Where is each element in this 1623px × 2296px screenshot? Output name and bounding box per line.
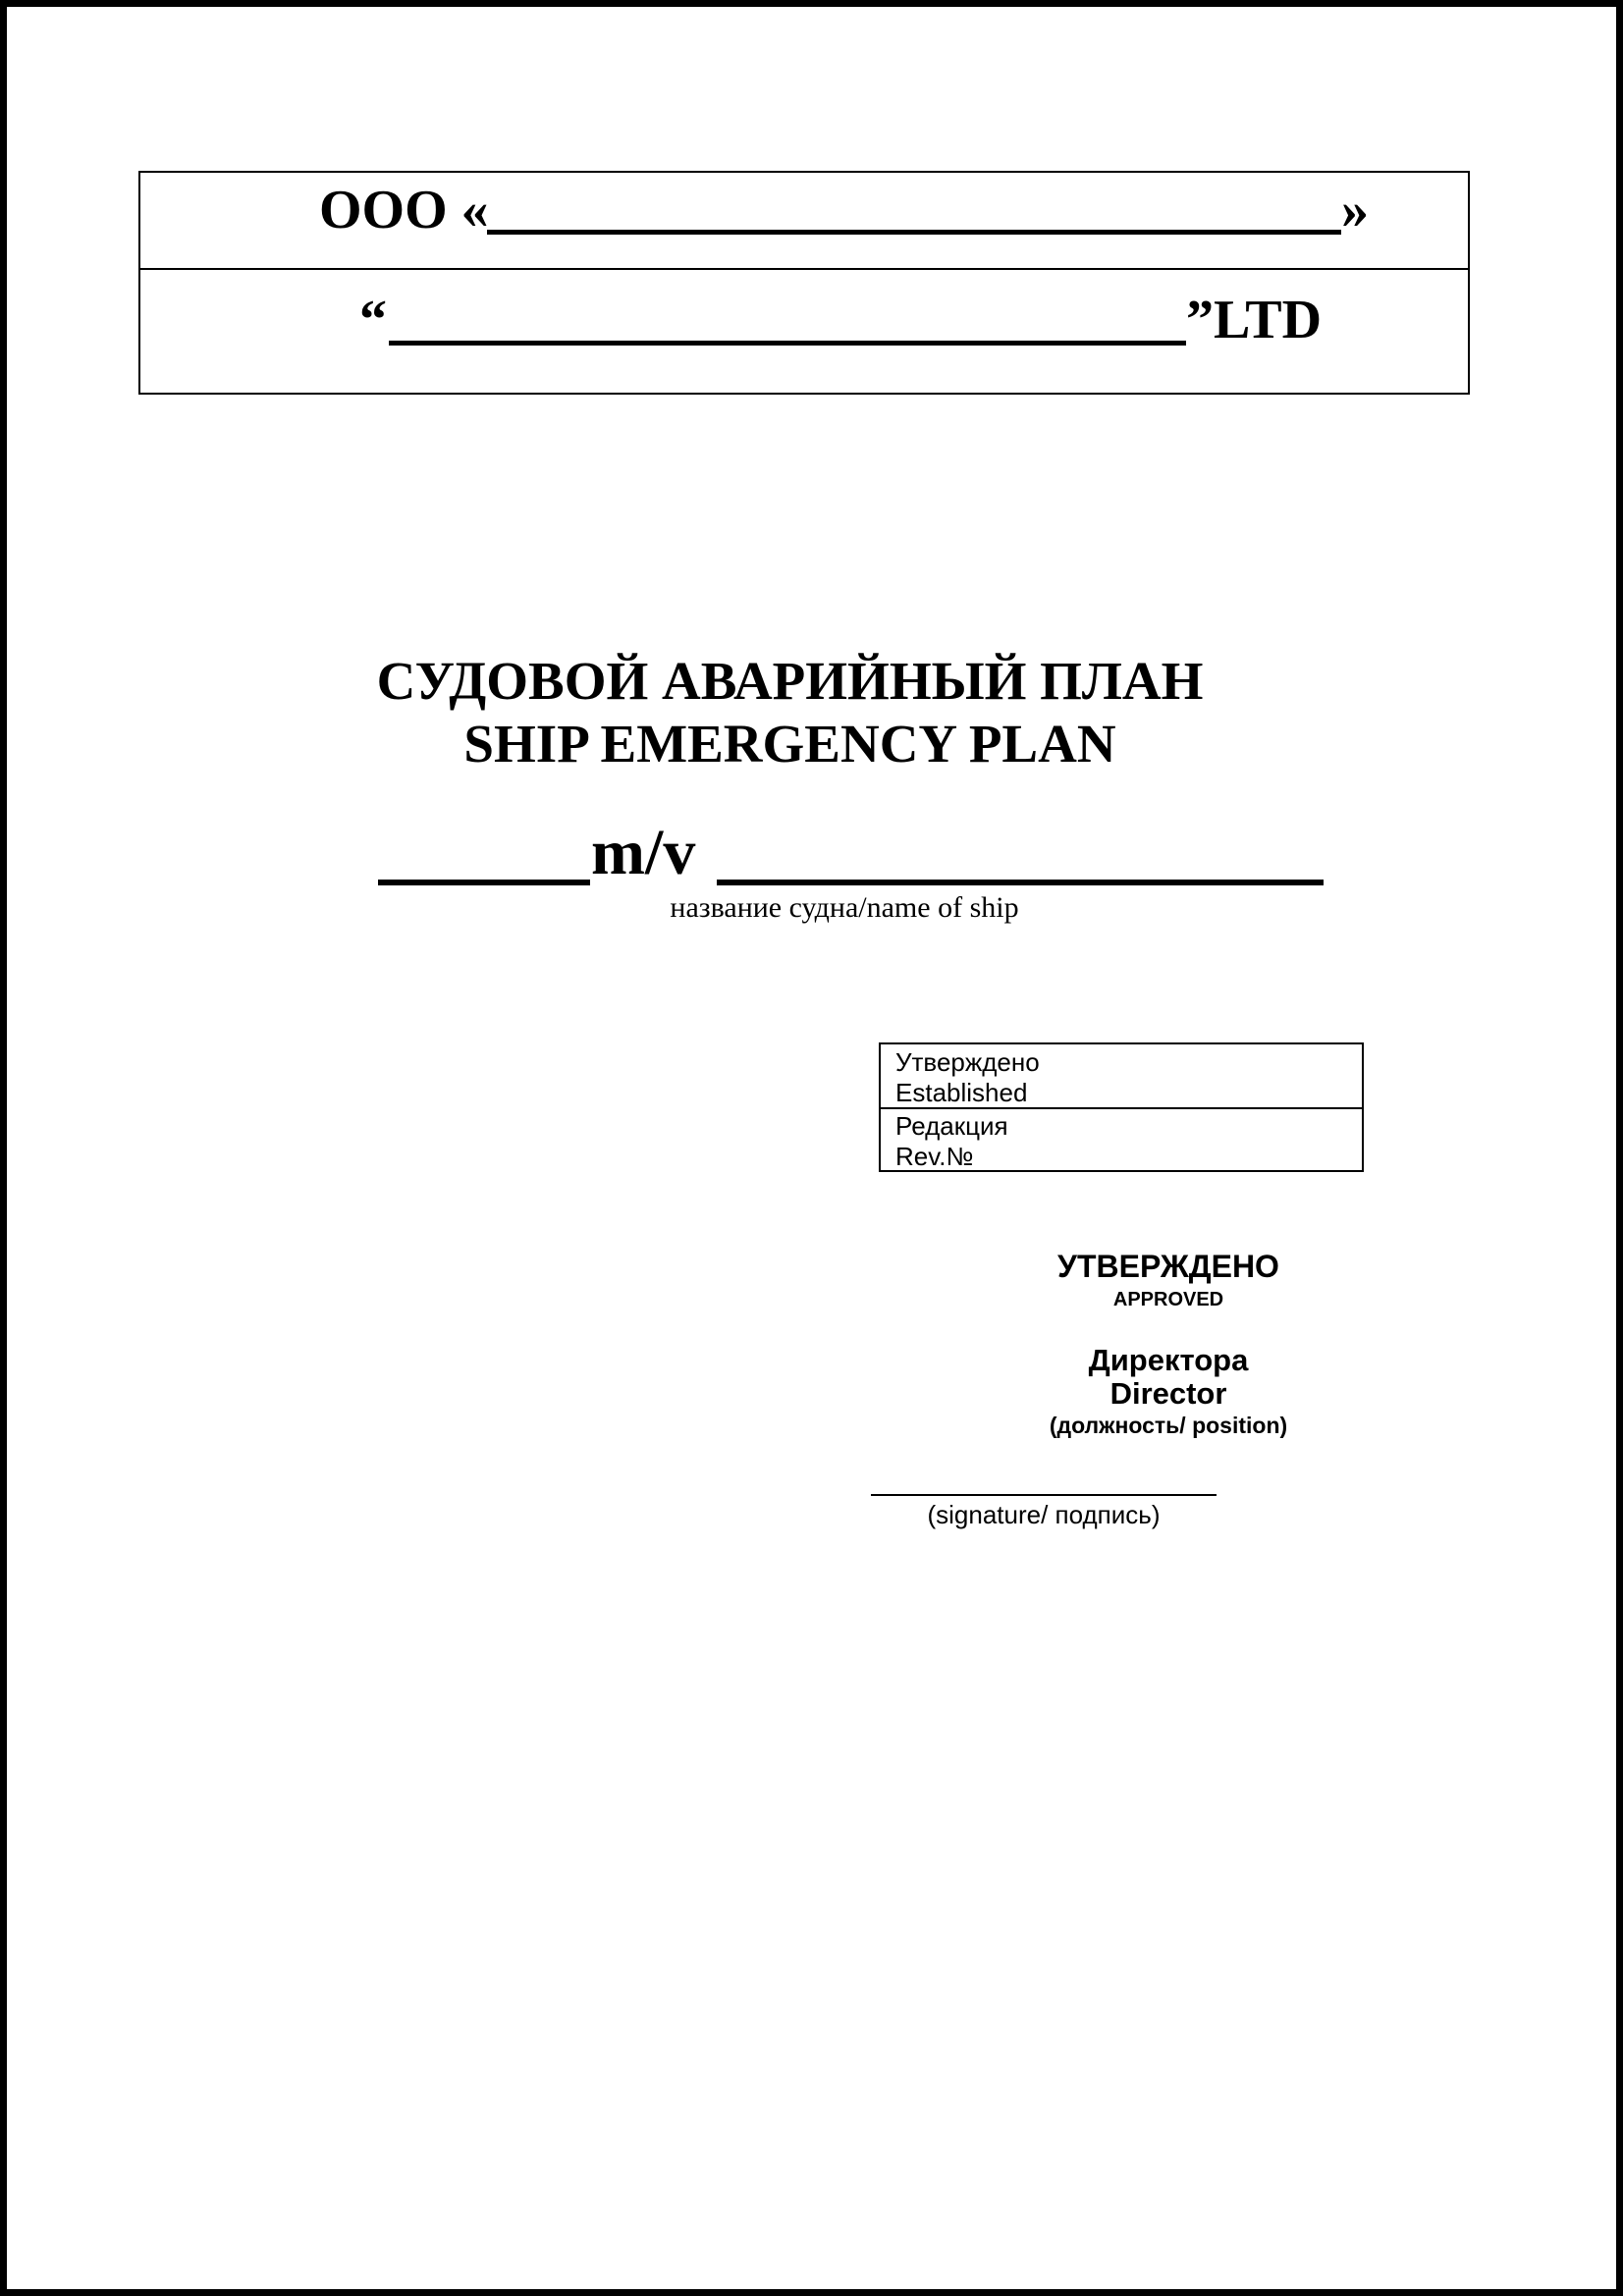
revision-table-divider bbox=[881, 1107, 1362, 1109]
company-en-prefix: “ bbox=[359, 290, 387, 350]
position-ru: Директора bbox=[1088, 1343, 1249, 1377]
company-en-name-blank bbox=[389, 341, 1186, 346]
title-ru: СУДОВОЙ АВАРИЙНЫЙ ПЛАН bbox=[376, 651, 1204, 711]
approval-heading-ru: УТВЕРЖДЕНО bbox=[1057, 1249, 1279, 1284]
signature-caption: (signature/ подпись) bbox=[927, 1500, 1161, 1529]
position-en: Director bbox=[1109, 1376, 1227, 1411]
revision-table bbox=[879, 1042, 1364, 1172]
company-en-suffix: ”LTD bbox=[1186, 290, 1323, 350]
position-caption: (должность/ position) bbox=[1049, 1413, 1288, 1438]
company-ru-prefix: ООО « bbox=[319, 180, 489, 240]
ship-name-caption: название судна/name of ship bbox=[670, 891, 1019, 924]
company-ru-suffix: » bbox=[1341, 180, 1369, 240]
ship-name-blank-left bbox=[378, 880, 590, 885]
company-ru-name-blank bbox=[487, 230, 1341, 235]
revision-label-en: Rev.№ bbox=[895, 1142, 974, 1171]
ship-prefix: m/v bbox=[591, 817, 696, 888]
ship-name-blank-right bbox=[717, 880, 1324, 885]
established-label-ru: Утверждено bbox=[895, 1047, 1040, 1077]
established-label-en: Established bbox=[895, 1078, 1028, 1107]
revision-label-ru: Редакция bbox=[895, 1111, 1008, 1141]
approval-heading-en: APPROVED bbox=[1112, 1289, 1224, 1310]
signature-line bbox=[871, 1494, 1217, 1496]
title-en: SHIP EMERGENCY PLAN bbox=[463, 714, 1116, 774]
company-box-divider bbox=[140, 268, 1468, 270]
